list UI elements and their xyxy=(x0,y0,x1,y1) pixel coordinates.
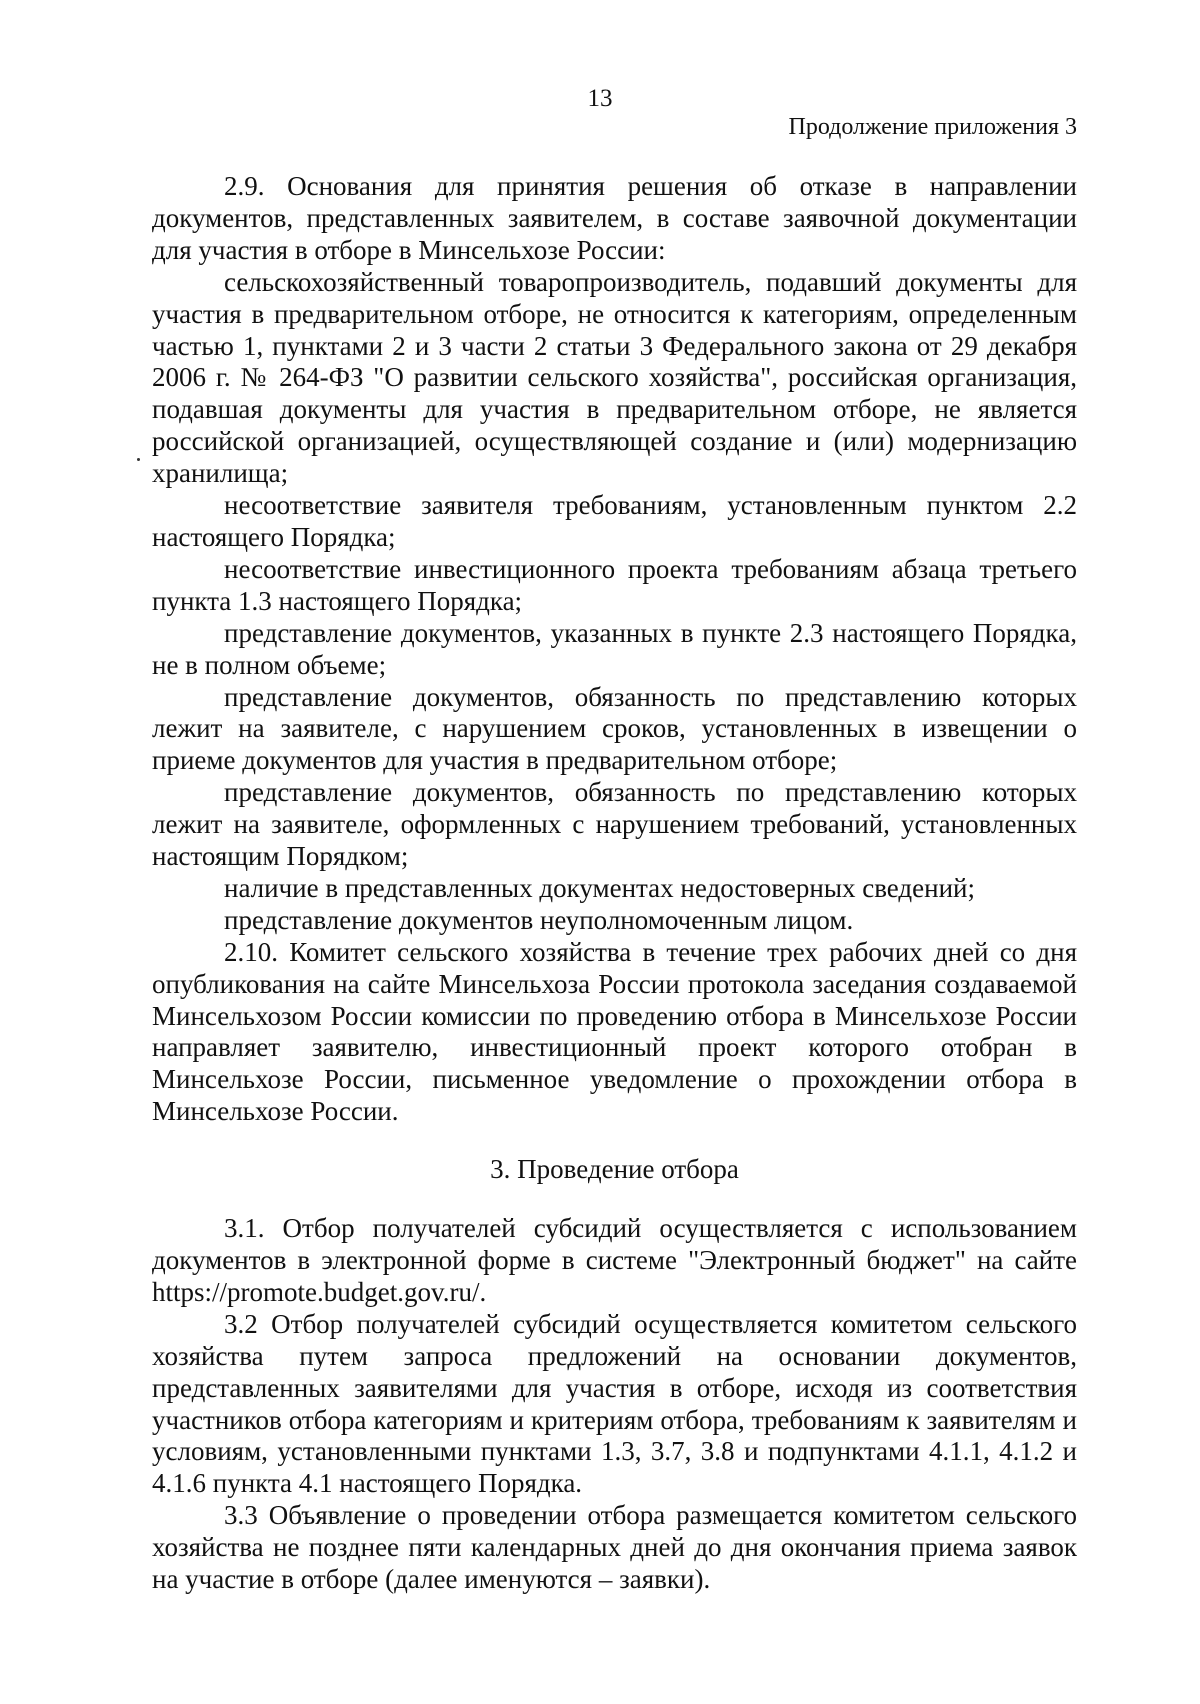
document-body xyxy=(152,171,1077,1596)
paragraph-refusal-ground-4: представление документов, указанных в пункте 2.3 настоящего Порядка, не в полном объеме; xyxy=(152,617,1077,680)
paragraph-refusal-ground-2: несоответствие заявителя требованиям, установленным пунктом 2.2 настоящего Порядка; xyxy=(152,490,1077,552)
paragraph-2-9: 2.9. Основания для принятия решения об отказе в направлении документов, представленных заявителем, в составе заявочной документации для участия в отборе в Минсельхозе России: xyxy=(152,171,1077,265)
paragraph-refusal-ground-8: представление документов неуполномоченным лицом. xyxy=(224,904,854,935)
paragraph-refusal-ground-3: несоответствие инвестиционного проекта требованиям абзаца третьего пункта 1.3 настоящего Порядка; xyxy=(152,553,1077,616)
section-heading: 3. Проведение отбора xyxy=(490,1154,739,1185)
paragraph-refusal-ground-7: наличие в представленных документах недостоверных сведений; xyxy=(224,872,976,903)
paragraph-3-1: 3.1. Отбор получателей субсидий осуществляется с использованием документов в электронной форме в системе "Электронный бюджет" на сайте https://promote.budget.gov.ru/. xyxy=(152,1213,1077,1307)
paragraph-3-3: 3.3 Объявление о проведении отбора размещается комитетом сельского хозяйства не позднее пяти календарных дней до дня окончания приема заявок на участие в отборе (далее именуются – заявки). xyxy=(152,1500,1077,1595)
paragraph-2-10: 2.10. Комитет сельского хозяйства в течение трех рабочих дней со дня опубликования на сайте Минсельхоза России протокола заседания создаваемой Минсельхозом России комиссии по проведению отбора в Минсельхозе России направляет заявителю, инвестиционный проект которого отобран в Минсельхозе России, письменное уведомление о прохождении отбора в Минсельхозе России. xyxy=(152,936,1077,1127)
paragraph-3-2: 3.2 Отбор получателей субсидий осуществляется комитетом сельского хозяйства путем запроса предложений на основании документов, представленных заявителями для участия в отборе, исходя из соответствия участников отбора категориям и критериям отбора, требованиям к заявителям и условиям, установленными пунктами 1.3, 3.7, 3.8 и подпунктами 4.1.1, 4.1.2 и 4.1.6 пункта 4.1 настоящего Порядка. xyxy=(152,1308,1077,1499)
page-number: 13 xyxy=(587,85,613,112)
paragraph-refusal-ground-6: представление документов, обязанность по представлению которых лежит на заявителе, оформленных с нарушением требований, установленных настоящим Порядком; xyxy=(152,777,1077,872)
scan-artifact-dot xyxy=(137,458,140,461)
paragraph-refusal-ground-5: представление документов, обязанность по представлению которых лежит на заявителе, с нарушением сроков, установленных в извещении о приеме документов для участия в предварительном отборе; xyxy=(152,681,1077,776)
paragraph-refusal-ground-1: сельскохозяйственный товаропроизводитель, подавший документы для участия в предварительном отборе, не относится к категориям, определенным частью 1, пунктами 2 и 3 части 2 статьи 3 Федерального закона от 29 декабря 2006 г. № 264-ФЗ "О развитии сельского хозяйства", российская организация, подавшая документы для участия в предварительном отборе, не является российской организацией, осуществляющей создание и (или) модернизацию хранилища; xyxy=(152,266,1077,489)
appendix-continuation-note: Продолжение приложения 3 xyxy=(788,114,1077,140)
